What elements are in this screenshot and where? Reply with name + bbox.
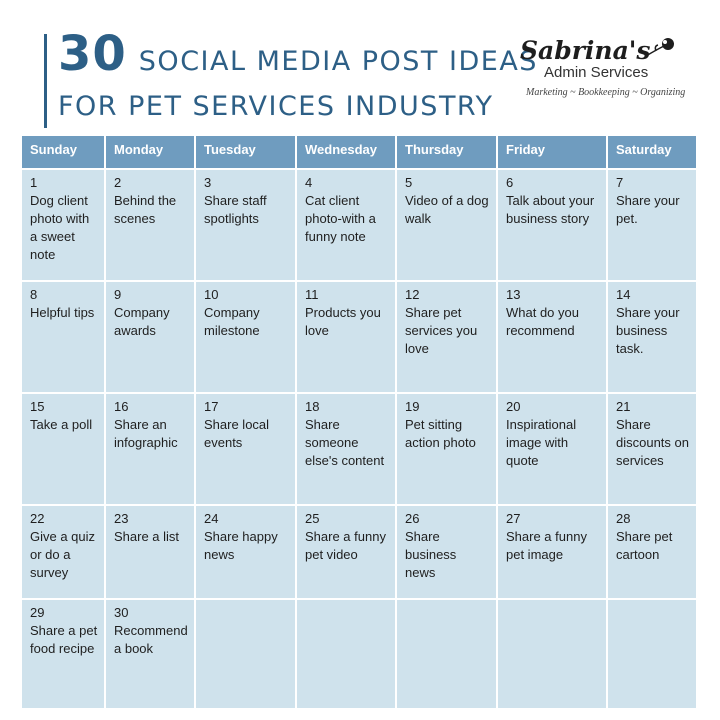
calendar-day-cell xyxy=(397,170,496,280)
post-idea-text: Share a pet food recipe xyxy=(30,623,98,656)
day-number: 13 xyxy=(506,287,521,302)
day-number: 28 xyxy=(616,511,631,526)
post-idea-text: Share your pet. xyxy=(616,193,680,226)
calendar-day-cell xyxy=(397,600,496,708)
page-title xyxy=(58,28,538,122)
post-idea-text: Share a funny pet video xyxy=(305,529,386,562)
calendar-day-cell xyxy=(106,282,194,392)
day-number: 12 xyxy=(405,287,420,302)
post-idea-text: Talk about your business story xyxy=(506,193,595,226)
logo-script-text: Sabrina's xyxy=(520,36,651,65)
calendar-day-cell xyxy=(196,506,295,598)
company-logo xyxy=(514,34,690,104)
calendar-day-cell xyxy=(297,170,395,280)
post-idea-text: Cat client photo-with a funny note xyxy=(305,193,376,244)
calendar-day-cell xyxy=(608,600,696,708)
day-header-thursday: Thursday xyxy=(397,136,496,168)
day-number: 21 xyxy=(616,399,631,414)
post-idea-text: Share local events xyxy=(204,417,270,450)
day-number: 14 xyxy=(616,287,631,302)
day-number: 11 xyxy=(305,287,319,302)
calendar-day-cell xyxy=(297,600,395,708)
day-number: 6 xyxy=(506,175,514,190)
day-number: 19 xyxy=(405,399,420,414)
post-idea-text: Share a list xyxy=(114,529,180,544)
calendar-day-cell xyxy=(608,394,696,504)
calendar-day-cell xyxy=(397,506,496,598)
post-idea-text: Share a funny pet image xyxy=(506,529,587,562)
day-number: 9 xyxy=(114,287,122,302)
day-number: 16 xyxy=(114,399,129,414)
logo-tagline: Marketing ~ Bookkeeping ~ Organizing xyxy=(526,87,686,98)
day-number: 24 xyxy=(204,511,219,526)
logo-services-text: Admin Services xyxy=(544,64,649,81)
day-number: 3 xyxy=(204,175,212,190)
calendar-grid xyxy=(22,136,696,708)
calendar-day-cell xyxy=(196,600,295,708)
calendar-day-cell xyxy=(397,394,496,504)
title-accent-bar xyxy=(44,34,47,128)
calendar-day-cell xyxy=(22,394,104,504)
post-idea-text: Give a quiz or do a survey xyxy=(30,529,96,580)
calendar-day-cell xyxy=(22,600,104,708)
day-number: 15 xyxy=(30,399,45,414)
day-number: 23 xyxy=(114,511,129,526)
post-idea-text: Take a poll xyxy=(30,417,93,432)
day-header-tuesday: Tuesday xyxy=(196,136,295,168)
post-idea-text: Share happy news xyxy=(204,529,278,562)
calendar-day-cell xyxy=(22,170,104,280)
day-header-monday: Monday xyxy=(106,136,194,168)
post-idea-text: Share pet cartoon xyxy=(616,529,673,562)
post-idea-text: Share staff spotlights xyxy=(204,193,267,226)
calendar-day-cell xyxy=(498,394,606,504)
day-header-wednesday: Wednesday xyxy=(297,136,395,168)
day-number: 2 xyxy=(114,175,122,190)
post-idea-text: Inspirational image with quote xyxy=(506,417,577,468)
post-idea-text: Company awards xyxy=(114,305,170,338)
post-idea-text: Share business news xyxy=(405,529,457,580)
calendar-day-cell xyxy=(498,282,606,392)
day-header-saturday: Saturday xyxy=(608,136,696,168)
day-number: 7 xyxy=(616,175,624,190)
day-number: 27 xyxy=(506,511,521,526)
day-number: 29 xyxy=(30,605,45,620)
flower-icon xyxy=(644,36,678,62)
day-number: 1 xyxy=(30,175,38,190)
calendar-day-cell xyxy=(297,506,395,598)
calendar-day-cell xyxy=(196,394,295,504)
calendar-day-cell xyxy=(297,282,395,392)
post-idea-text: Company milestone xyxy=(204,305,260,338)
post-idea-text: Behind the scenes xyxy=(114,193,177,226)
day-number: 18 xyxy=(305,399,320,414)
calendar-day-cell xyxy=(397,282,496,392)
title-number: 30 xyxy=(58,26,127,82)
post-idea-text: Share discounts on services xyxy=(616,417,689,468)
calendar-day-cell xyxy=(106,600,194,708)
calendar-day-cell xyxy=(106,170,194,280)
post-idea-text: Share an infographic xyxy=(114,417,178,450)
day-number: 17 xyxy=(204,399,219,414)
calendar-day-cell xyxy=(498,170,606,280)
day-number: 8 xyxy=(30,287,38,302)
title-line-1: SOCIAL MEDIA POST IDEAS xyxy=(138,46,538,77)
calendar-day-cell xyxy=(608,170,696,280)
day-number: 26 xyxy=(405,511,420,526)
calendar-day-cell xyxy=(498,600,606,708)
post-idea-text: Dog client photo with a sweet note xyxy=(30,193,90,262)
post-idea-text: Helpful tips xyxy=(30,305,95,320)
post-idea-text: Recommend a book xyxy=(114,623,188,656)
day-number: 22 xyxy=(30,511,45,526)
post-idea-text: Pet sitting action photo xyxy=(405,417,476,450)
post-idea-text: Share someone else's content xyxy=(305,417,385,468)
day-number: 30 xyxy=(114,605,129,620)
calendar-day-cell xyxy=(608,282,696,392)
calendar-day-cell xyxy=(106,506,194,598)
day-number: 4 xyxy=(305,175,313,190)
calendar-day-cell xyxy=(297,394,395,504)
day-header-friday: Friday xyxy=(498,136,606,168)
day-number: 5 xyxy=(405,175,413,190)
post-idea-text: Video of a dog walk xyxy=(405,193,489,226)
post-idea-text: Products you love xyxy=(305,305,381,338)
day-number: 10 xyxy=(204,287,219,302)
post-idea-text: Share your business task. xyxy=(616,305,680,356)
day-number: 25 xyxy=(305,511,320,526)
calendar-day-cell xyxy=(196,282,295,392)
calendar-day-cell xyxy=(498,506,606,598)
calendar-day-cell xyxy=(22,282,104,392)
calendar-day-cell xyxy=(608,506,696,598)
calendar-day-cell xyxy=(196,170,295,280)
title-line-2: FOR PET SERVICES INDUSTRY xyxy=(58,91,494,122)
day-header-sunday: Sunday xyxy=(22,136,104,168)
calendar-day-cell xyxy=(22,506,104,598)
calendar-day-cell xyxy=(106,394,194,504)
post-idea-text: What do you recommend xyxy=(506,305,579,338)
post-idea-text: Share pet services you love xyxy=(405,305,478,356)
day-number: 20 xyxy=(506,399,521,414)
